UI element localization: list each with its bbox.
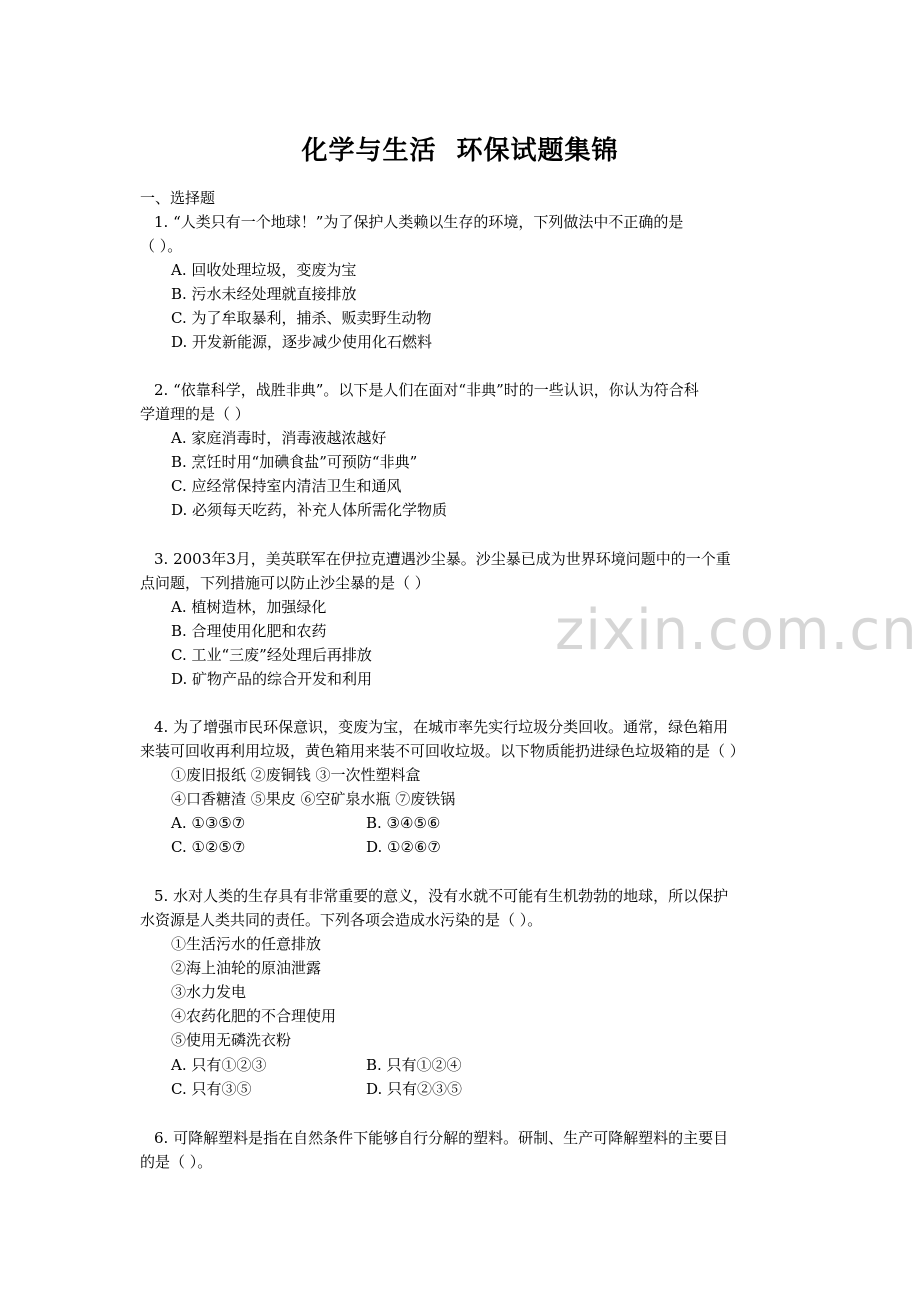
- question-4-option-a: A. ①③⑤⑦: [171, 814, 246, 832]
- question-4-line-2: 来装可回收再利用垃圾，黄色箱用来装不可回收垃圾。以下物质能扔进绿色垃圾箱的是（ ）: [140, 742, 745, 760]
- section-heading: 一、选择题: [140, 189, 216, 207]
- question-4-items-2: ④口香糖渣 ⑤果皮 ⑥空矿泉水瓶 ⑦废铁锅: [171, 790, 456, 808]
- question-3-line-2: 点问题，下列措施可以防止沙尘暴的是（ ）: [140, 574, 430, 592]
- question-2-option-b: B. 烹饪时用“加碘食盐”可预防“非典”: [171, 453, 418, 471]
- question-1-option-a: A. 回收处理垃圾，变废为宝: [171, 261, 357, 279]
- question-2-line-1: 2. “依靠科学，战胜非典”。以下是人们在面对“非典”时的一些认识，你认为符合科: [154, 381, 699, 399]
- question-1-option-b: B. 污水未经处理就直接排放: [171, 285, 357, 303]
- page-title: 化学与生活 环保试题集锦: [301, 136, 619, 166]
- question-1-option-d: D. 开发新能源，逐步减少使用化石燃料: [171, 333, 433, 351]
- question-3-option-a: A. 植树造林，加强绿化: [171, 598, 327, 616]
- question-1-line-2: （ ）。: [140, 237, 183, 255]
- watermark: zixin.com.cn: [555, 598, 918, 663]
- question-5-item-5: ⑤使用无磷洗衣粉: [171, 1031, 292, 1049]
- question-5-option-b: B. 只有①②④: [366, 1056, 462, 1074]
- question-5-item-2: ②海上油轮的原油泄露: [171, 959, 322, 977]
- question-5-line-2: 水资源是人类共同的责任。下列各项会造成水污染的是（ ）。: [140, 911, 543, 929]
- question-1-line-1: 1. “人类只有一个地球！”为了保护人类赖以生存的环境，下列做法中不正确的是: [154, 213, 684, 231]
- question-2-option-a: A. 家庭消毒时，消毒液越浓越好: [171, 429, 387, 447]
- question-6-line-1: 6. 可降解塑料是指在自然条件下能够自行分解的塑料。研制、生产可降解塑料的主要目: [154, 1129, 729, 1147]
- question-3-option-d: D. 矿物产品的综合开发和利用: [171, 670, 373, 688]
- question-6-line-2: 的是（ ）。: [140, 1153, 213, 1171]
- question-3-option-b: B. 合理使用化肥和农药: [171, 622, 327, 640]
- question-4-items-1: ①废旧报纸 ②废铜钱 ③一次性塑料盒: [171, 766, 421, 784]
- question-1-option-c: C. 为了牟取暴利，捕杀、贩卖野生动物: [171, 309, 432, 327]
- question-5-item-3: ③水力发电: [171, 983, 247, 1001]
- question-4-line-1: 4. 为了增强市民环保意识，变废为宝，在城市率先实行垃圾分类回收。通常，绿色箱用: [154, 718, 729, 736]
- question-3-option-c: C. 工业“三废”经处理后再排放: [171, 646, 372, 664]
- question-4-option-c: C. ①②⑤⑦: [171, 838, 246, 856]
- question-4-option-d: D. ①②⑥⑦: [366, 838, 441, 856]
- question-5-item-1: ①生活污水的任意排放: [171, 935, 322, 953]
- question-2-line-2: 学道理的是（ ）: [140, 405, 250, 423]
- question-5-option-a: A. 只有①②③: [171, 1056, 267, 1074]
- question-4-option-b: B. ③④⑤⑥: [366, 814, 441, 832]
- question-5-option-c: C. 只有③⑤: [171, 1080, 252, 1098]
- question-5-line-1: 5. 水对人类的生存具有非常重要的意义，没有水就不可能有生机勃勃的地球，所以保护: [154, 887, 729, 905]
- question-5-option-d: D. 只有②③⑤: [366, 1080, 463, 1098]
- question-2-option-d: D. 必须每天吃药，补充人体所需化学物质: [171, 501, 448, 519]
- question-3-line-1: 3. 2003年3月，美英联军在伊拉克遭遇沙尘暴。沙尘暴已成为世界环境问题中的一个重: [154, 550, 731, 568]
- question-5-item-4: ④农药化肥的不合理使用: [171, 1007, 337, 1025]
- question-2-option-c: C. 应经常保持室内清洁卫生和通风: [171, 477, 402, 495]
